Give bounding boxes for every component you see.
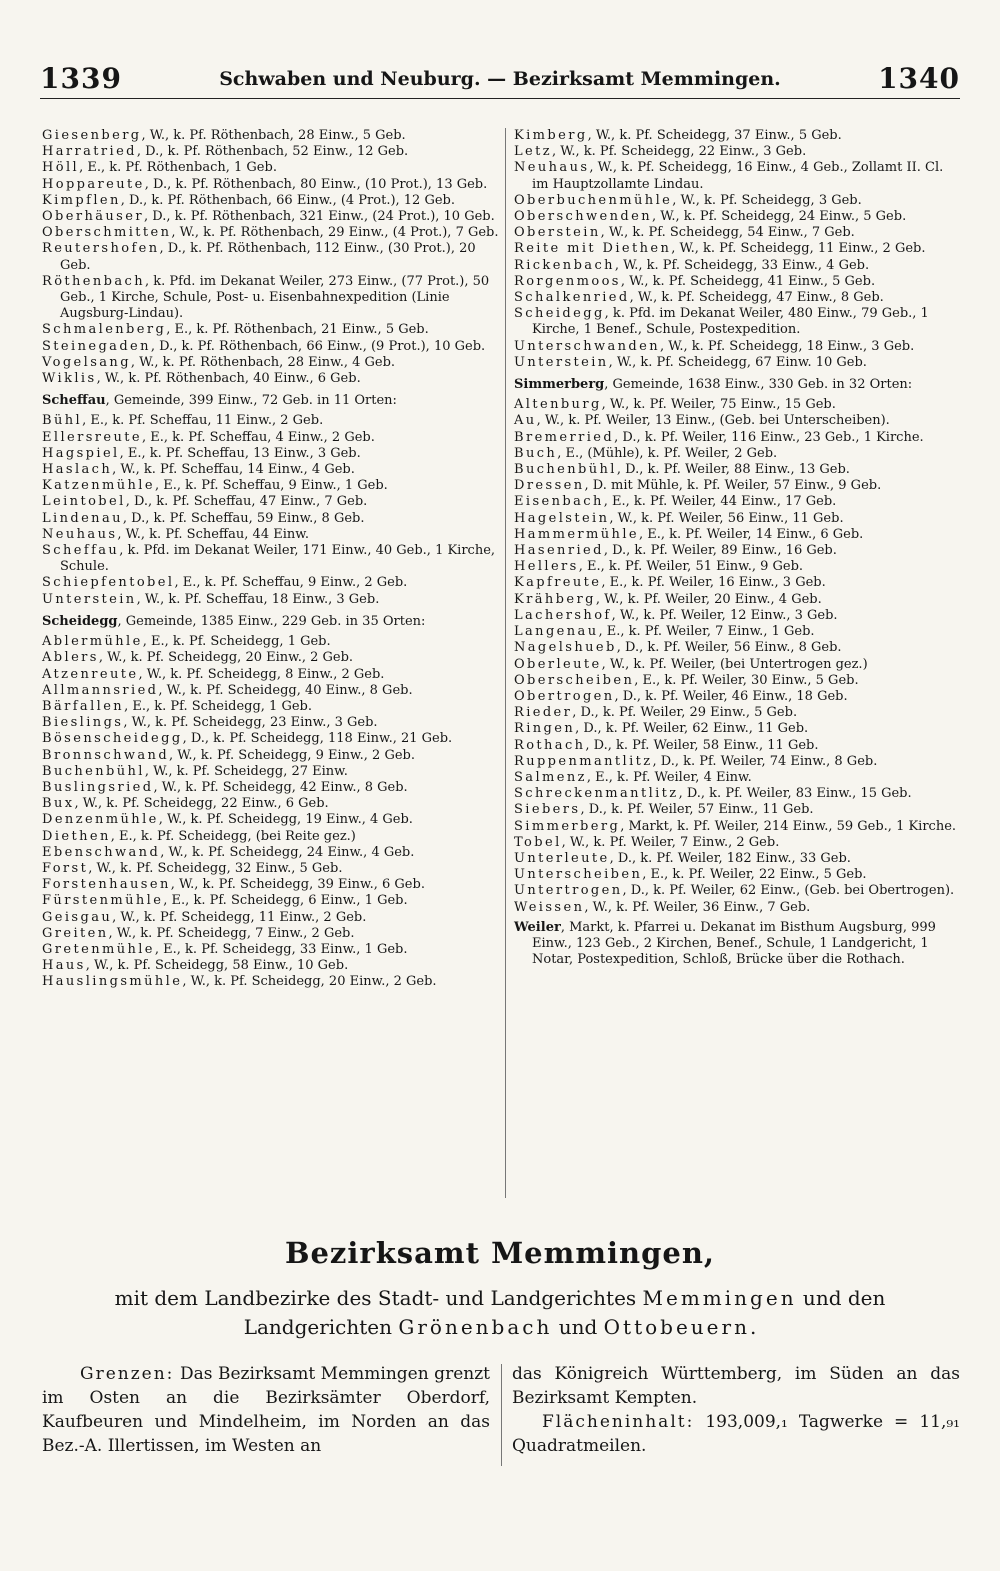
section-subtitle: mit dem Landbezirke des Stadt- und Landgerichtes Memmingen und den Landgerichten Grönenbach und Ottobeuern. — [114, 1286, 886, 1339]
place-entry — [42, 731, 502, 747]
place-name: Denzenmühle — [42, 812, 159, 828]
place-entry — [514, 446, 962, 462]
place-entry — [42, 942, 502, 958]
place-details: , E., k. Pf. Scheffau, 13 Einw., 3 Geb. — [119, 445, 361, 461]
intro-borders: Grenzen: Das Bezirksamt Memmingen grenzt im Osten an die Bezirksämter Oberdorf, Kaufbeuren und Mindelheim, im Norden an das Bez.-A. Illertissen, im Westen an — [42, 1364, 490, 1456]
place-name: Haus — [42, 958, 86, 974]
left-group-roethenbach — [42, 128, 502, 387]
place-entry — [514, 355, 962, 371]
place-entry — [514, 608, 962, 624]
place-details: , D., k. Pf. Weiler, 116 Einw., 23 Geb., 1 Kirche. — [614, 429, 924, 445]
place-details: , D., k. Pf. Weiler, 89 Einw., 16 Geb. — [603, 543, 837, 559]
place-name: Schalkenried — [514, 290, 630, 306]
place-entry — [514, 900, 962, 916]
place-details: , W., k. Pf. Scheidegg, 7 Einw., 2 Geb. — [108, 925, 355, 941]
place-details: , W., k. Pf. Weiler, (bei Untertrogen gez.) — [601, 656, 868, 672]
place-entry — [42, 371, 502, 387]
place-entry — [514, 430, 962, 446]
place-details: , W., k. Pf. Scheidegg, 41 Einw., 5 Geb. — [620, 273, 876, 289]
place-details: , W., k. Pf. Scheffau, 44 Einw. — [117, 526, 309, 542]
place-details: , E., (Mühle), k. Pf. Weiler, 2 Geb. — [557, 445, 778, 461]
place-entry — [42, 543, 502, 575]
place-details: , D., k. Pf. Röthenbach, 112 Einw., (30 Prot.), 20 Geb. — [60, 241, 476, 273]
place-name: Ellersreute — [42, 429, 142, 445]
place-name: Giesenberg — [42, 128, 142, 143]
place-details: , D., k. Pf. Scheffau, 59 Einw., 8 Geb. — [122, 510, 365, 526]
place-details: , E., k. Pf. Scheidegg, (bei Reite gez.) — [110, 828, 356, 844]
place-entry — [514, 209, 962, 225]
left-group-scheidegg — [42, 634, 502, 990]
left-column — [42, 128, 502, 991]
place-name: Geisgau — [42, 909, 113, 925]
place-details: , W., k. Pf. Scheidegg, 11 Einw., 2 Geb. — [112, 909, 367, 925]
place-details: , W., k. Pf. Scheidegg, 20 Einw., 2 Geb. — [98, 650, 354, 666]
place-details: , E., k. Pf. Weiler, 30 Einw., 5 Geb. — [634, 672, 859, 688]
place-name: Buslingsried — [42, 779, 154, 795]
place-details: , W., k. Pf. Scheidegg, 18 Einw., 3 Geb. — [660, 338, 915, 354]
place-details: , E., k. Pf. Scheidegg, 1 Geb. — [124, 698, 312, 714]
place-name: Dressen — [514, 478, 585, 494]
place-entry — [514, 802, 962, 818]
place-name: Siebers — [514, 802, 581, 818]
place-name: Bremerried — [514, 429, 615, 445]
place-name: Eisenbach — [514, 494, 604, 510]
place-entry — [42, 877, 502, 893]
place-entry — [42, 812, 502, 828]
place-details: , E., k. Pf. Weiler, 51 Einw., 9 Geb. — [578, 559, 804, 575]
place-name: Neuhaus — [42, 526, 118, 542]
place-entry — [514, 640, 962, 656]
place-name: Obertrogen — [514, 688, 615, 704]
intro-borders-continued: das Königreich Württemberg, im Süden an das Bezirksamt Kempten. Flächeninhalt: 193,009,₁ Tagwerke = 11,₉₁ Quadratmeilen. — [512, 1364, 960, 1456]
place-name: Greiten — [42, 925, 109, 941]
place-entry — [514, 592, 962, 608]
place-name: Oberscheiben — [514, 672, 635, 688]
place-name: Röthenbach — [42, 273, 146, 289]
place-name: Buchenbühl — [514, 462, 617, 478]
place-name: Hagelstein — [514, 510, 610, 526]
place-entry — [42, 225, 502, 241]
place-entry — [514, 306, 962, 338]
place-details: , W., k. Pf. Scheidegg, 23 Einw., 3 Geb. — [123, 715, 378, 731]
place-details: , D., k. Pf. Weiler, 83 Einw., 15 Geb. — [678, 786, 912, 802]
place-details: , k. Pfd. im Dekanat Weiler, 171 Einw., 40 Geb., 1 Kirche, Schule. — [60, 543, 496, 575]
place-details: , W., k. Pf. Röthenbach, 29 Einw., (4 Prot.), 7 Geb. — [171, 225, 499, 241]
place-details: , D., k. Pf. Röthenbach, 66 Einw., (9 Prot.), 10 Geb. — [150, 338, 486, 354]
place-entry — [42, 478, 502, 494]
place-name: Tobel — [514, 834, 562, 850]
place-entry — [514, 128, 962, 144]
place-details: , E., k. Pf. Scheffau, 4 Einw., 2 Geb. — [141, 429, 375, 445]
place-name: Unterstein — [42, 591, 137, 607]
place-details: , D., k. Pf. Röthenbach, 66 Einw., (4 Prot.), 12 Geb. — [120, 192, 455, 208]
right-group-scheidegg — [514, 128, 962, 371]
place-entry — [42, 494, 502, 510]
place-details: , D. mit Mühle, k. Pf. Weiler, 57 Einw., 9 Geb. — [584, 478, 882, 494]
place-name: Reite mit Diethen — [514, 241, 672, 257]
section-heading-scheidegg: Scheidegg, Gemeinde, 1385 Einw., 229 Geb. in 35 Orten: — [42, 613, 426, 629]
place-entry — [514, 225, 962, 241]
place-name: Leintobel — [42, 494, 126, 510]
place-name: Ringen — [514, 721, 576, 737]
place-entry — [514, 705, 962, 721]
place-name: Kimpflen — [42, 192, 121, 208]
place-name: Neuhaus — [514, 160, 590, 176]
place-details: , D., k. Pf. Röthenbach, 52 Einw., 12 Geb. — [136, 144, 409, 160]
place-name: Au — [514, 413, 537, 429]
place-name: Ebenschwand — [42, 844, 161, 860]
place-entry — [514, 624, 962, 640]
place-details: , D., k. Pf. Weiler, 29 Einw., 5 Geb. — [572, 705, 798, 721]
place-entry — [514, 575, 962, 591]
place-details: , W., k. Pf. Scheidegg, 11 Einw., 2 Geb. — [671, 241, 926, 257]
entry-weiler: Weiler, Markt, k. Pfarrei u. Dekanat im Bisthum Augsburg, 999 Einw., 123 Geb., 2 Kirchen, Benef., Schule, 1 Landgericht, 1 Notar, Postexpedition, Schloß, Brücke über die Rothach. — [514, 919, 936, 968]
place-entry — [42, 209, 502, 225]
place-entry — [42, 322, 502, 338]
place-entry — [514, 770, 962, 786]
place-entry — [514, 258, 962, 274]
place-entry — [514, 413, 962, 429]
place-details: , W., k. Pf. Scheffau, 18 Einw., 3 Geb. — [136, 591, 380, 607]
place-name: Bühl — [42, 413, 83, 429]
place-details: , E., k. Pf. Scheffau, 11 Einw., 2 Geb. — [82, 413, 324, 429]
place-name: Fürstenmühle — [42, 893, 164, 909]
right-group-simmerberg — [514, 397, 962, 916]
place-entry — [42, 829, 502, 845]
place-details: , k. Pfd. im Dekanat Weiler, 480 Einw., 79 Geb., 1 Kirche, 1 Benef., Schule, Postexpedition. — [532, 306, 929, 338]
place-entry — [42, 650, 502, 666]
place-name: Forstenhausen — [42, 877, 171, 893]
place-details: , W., k. Pf. Scheidegg, 47 Einw., 8 Geb. — [629, 290, 884, 306]
place-details: , W., k. Pf. Weiler, 7 Einw., 2 Geb. — [561, 834, 780, 850]
place-details: , E., k. Pf. Weiler, 16 Einw., 3 Geb. — [601, 575, 826, 591]
place-entry — [514, 274, 962, 290]
place-entry — [42, 958, 502, 974]
place-details: , E., k. Pf. Röthenbach, 1 Geb. — [79, 160, 277, 176]
place-entry — [42, 355, 502, 371]
place-details: , W., k. Pf. Weiler, 36 Einw., 7 Geb. — [584, 899, 811, 915]
place-entry — [42, 462, 502, 478]
place-details: , D., k. Pf. Scheidegg, 118 Einw., 21 Geb. — [182, 731, 453, 747]
place-details: , W., k. Pf. Röthenbach, 28 Einw., 4 Geb. — [130, 354, 396, 370]
place-entry — [42, 193, 502, 209]
place-entry — [42, 177, 502, 193]
place-details: , W., k. Pf. Scheidegg, 39 Einw., 6 Geb. — [170, 877, 425, 893]
place-details: , D., k. Pf. Weiler, 88 Einw., 13 Geb. — [616, 462, 850, 478]
place-details: , E., k. Pf. Weiler, 14 Einw., 6 Geb. — [638, 526, 864, 542]
place-entry — [514, 851, 962, 867]
place-details: , D., k. Pf. Weiler, 57 Einw., 11 Geb. — [580, 802, 814, 818]
place-details: , W., k. Pf. Röthenbach, 28 Einw., 5 Geb. — [141, 128, 406, 143]
place-name: Hasenried — [514, 543, 604, 559]
place-name: Hammermühle — [514, 526, 639, 542]
place-entry — [42, 974, 502, 990]
place-details: , E., k. Pf. Röthenbach, 21 Einw., 5 Geb. — [166, 322, 429, 338]
page-number-left: 1339 — [40, 62, 122, 95]
place-entry — [42, 413, 502, 429]
left-group-scheffau — [42, 413, 502, 607]
place-details: , D., k. Pf. Scheffau, 47 Einw., 7 Geb. — [125, 494, 368, 510]
place-name: Oberbuchenmühle — [514, 192, 673, 208]
running-title: Schwaben und Neuburg. — Bezirksamt Memmingen. — [219, 68, 781, 90]
place-details: , E., k. Pf. Scheffau, 9 Einw., 2 Geb. — [174, 575, 408, 591]
place-entry — [514, 397, 962, 413]
place-name: Forst — [42, 860, 89, 876]
place-entry — [514, 867, 962, 883]
place-details: , E., k. Pf. Scheidegg, 6 Einw., 1 Geb. — [163, 893, 408, 909]
place-name: Oberstein — [514, 225, 601, 241]
place-name: Ablers — [42, 650, 99, 666]
place-name: Ablermühle — [42, 634, 143, 650]
place-entry — [42, 160, 502, 176]
place-name: Letz — [514, 144, 552, 160]
place-entry — [42, 144, 502, 160]
place-name: Unterstein — [514, 354, 609, 370]
place-entry — [514, 144, 962, 160]
place-name: Schmalenberg — [42, 322, 167, 338]
place-name: Bösenscheidegg — [42, 731, 183, 747]
place-entry — [514, 673, 962, 689]
place-details: , W., k. Pf. Scheidegg, 8 Einw., 2 Geb. — [138, 666, 385, 682]
place-name: Vogelsang — [42, 354, 131, 370]
place-name: Reutershofen — [42, 241, 160, 257]
place-entry — [42, 339, 502, 355]
place-name: Rothach — [514, 737, 586, 753]
place-name: Oberschmitten — [42, 225, 172, 241]
section-heading-scheffau: Scheffau, Gemeinde, 399 Einw., 72 Geb. in 11 Orten: — [42, 393, 397, 409]
place-entry — [42, 683, 502, 699]
place-details: , D., k. Pf. Weiler, 56 Einw., 8 Geb. — [616, 640, 842, 656]
place-entry — [42, 910, 502, 926]
place-name: Unterscheiben — [514, 867, 643, 883]
place-details: , W., k. Pf. Röthenbach, 40 Einw., 6 Geb. — [96, 371, 361, 387]
place-details: , D., k. Pf. Weiler, 58 Einw., 11 Geb. — [585, 737, 819, 753]
place-details: , W., k. Pf. Scheidegg, 22 Einw., 3 Geb. — [552, 144, 807, 160]
place-name: Katzenmühle — [42, 478, 155, 494]
place-details: , W., k. Pf. Weiler, 20 Einw., 4 Geb. — [595, 591, 822, 607]
place-details: , W., k. Pf. Scheidegg, 19 Einw., 4 Geb. — [158, 812, 413, 828]
running-head — [40, 58, 960, 99]
place-entry — [42, 446, 502, 462]
place-name: Schreckenmantlitz — [514, 786, 679, 802]
place-entry — [42, 274, 502, 323]
place-details: , D., k. Pf. Weiler, 182 Einw., 33 Geb. — [609, 850, 851, 866]
place-entry — [42, 861, 502, 877]
place-entry — [514, 241, 962, 257]
place-entry — [514, 786, 962, 802]
place-name: Allmannsried — [42, 682, 159, 698]
place-name: Bronnschwand — [42, 747, 170, 763]
place-name: Harratried — [42, 144, 137, 160]
place-name: Kapfreute — [514, 575, 602, 591]
place-entry — [514, 290, 962, 306]
place-entry — [42, 796, 502, 812]
place-entry — [514, 543, 962, 559]
place-name: Untertrogen — [514, 883, 623, 899]
place-entry — [514, 462, 962, 478]
place-details: , E., k. Pf. Weiler, 22 Einw., 5 Geb. — [642, 867, 867, 883]
place-details: , W., k. Pf. Scheidegg, 20 Einw., 2 Geb. — [182, 974, 437, 990]
place-details: , W., k. Pf. Scheidegg, 22 Einw., 6 Geb. — [74, 796, 329, 812]
place-details: , E., k. Pf. Scheffau, 9 Einw., 1 Geb. — [154, 478, 388, 494]
place-name: Altenburg — [514, 397, 602, 413]
place-entry — [42, 926, 502, 942]
place-entry — [42, 667, 502, 683]
place-name: Hagspiel — [42, 445, 120, 461]
place-entry — [514, 339, 962, 355]
place-details: , W., k. Pf. Scheidegg, 32 Einw., 5 Geb. — [88, 860, 343, 876]
place-name: Bärfallen — [42, 698, 125, 714]
place-details: , W., k. Pf. Weiler, 75 Einw., 15 Geb. — [601, 397, 836, 413]
page-number-right: 1340 — [878, 62, 960, 95]
section-title: Bezirksamt Memmingen, — [284, 1236, 716, 1270]
place-name: Oberhäuser — [42, 209, 144, 225]
place-entry — [42, 430, 502, 446]
place-details: , E., k. Pf. Weiler, 4 Einw. — [586, 769, 752, 785]
place-name: Buch — [514, 445, 558, 461]
place-name: Hellers — [514, 559, 579, 575]
place-details: , D., k. Pf. Weiler, 46 Einw., 18 Geb. — [614, 688, 848, 704]
place-name: Weissen — [514, 899, 585, 915]
place-name: Haslach — [42, 462, 113, 478]
place-entry — [514, 657, 962, 673]
place-name: Rorgenmoos — [514, 273, 621, 289]
place-entry — [42, 634, 502, 650]
place-entry — [42, 592, 502, 608]
place-entry — [42, 715, 502, 731]
place-details: , W., k. Pf. Scheidegg, 40 Einw., 8 Geb. — [158, 682, 413, 698]
place-details: , E., k. Pf. Scheidegg, 1 Geb. — [142, 634, 331, 650]
place-entry — [514, 511, 962, 527]
place-details: , W., k. Pf. Scheidegg, 37 Einw., 5 Geb. — [587, 128, 842, 143]
place-details: , W., k. Pf. Scheidegg, 9 Einw., 2 Geb. — [169, 747, 415, 763]
place-entry — [42, 893, 502, 909]
place-details: , W., k. Pf. Scheidegg, 27 Einw. — [144, 763, 348, 779]
place-entry — [42, 527, 502, 543]
place-name: Bux — [42, 796, 75, 812]
place-name: Scheffau — [42, 543, 120, 559]
place-name: Oberschwenden — [514, 209, 652, 225]
place-entry — [42, 845, 502, 861]
place-name: Unterschwanden — [514, 338, 661, 354]
place-entry — [514, 819, 962, 835]
place-name: Buchenbühl — [42, 763, 145, 779]
place-entry — [514, 527, 962, 543]
place-name: Salmenz — [514, 769, 587, 785]
place-name: Bieslings — [42, 715, 124, 731]
place-entry — [514, 494, 962, 510]
place-name: Unterleute — [514, 850, 610, 866]
section-heading-simmerberg: Simmerberg, Gemeinde, 1638 Einw., 330 Geb. in 32 Orten: — [514, 377, 913, 393]
place-name: Lindenau — [42, 510, 123, 526]
place-name: Ruppenmantlitz — [514, 753, 653, 769]
place-details: , W., k. Pf. Weiler, 12 Einw., 3 Geb. — [611, 607, 838, 623]
place-entry — [42, 748, 502, 764]
place-name: Hoppareute — [42, 176, 145, 192]
place-details: , W., k. Pf. Scheidegg, 16 Einw., 4 Geb., Zollamt II. Cl. im Hauptzollamte Lindau. — [532, 160, 944, 192]
place-details: , E., k. Pf. Weiler, 7 Einw., 1 Geb. — [598, 624, 815, 640]
place-name: Lachershof — [514, 607, 612, 623]
place-entry — [514, 835, 962, 851]
place-name: Steinegaden — [42, 338, 151, 354]
place-details: , k. Pfd. im Dekanat Weiler, 273 Einw., (77 Prot.), 50 Geb., 1 Kirche, Schule, Post- u. Eisenbahnexpedition (Linie Augsburg-Lindau). — [60, 273, 490, 322]
area-line: Flächeninhalt: 193,009,₁ Tagwerke = 11,₉₁ Quadratmeilen. — [512, 1412, 960, 1456]
place-name: Höll — [42, 160, 80, 176]
place-entry — [514, 559, 962, 575]
place-details: , W., k. Pf. Scheidegg, 3 Geb. — [672, 192, 862, 208]
place-entry — [514, 689, 962, 705]
place-details: , D., k. Pf. Weiler, 62 Einw., 11 Geb. — [575, 721, 809, 737]
place-details: , D., k. Pf. Röthenbach, 321 Einw., (24 Prot.), 10 Geb. — [143, 209, 495, 225]
place-details: , D., k. Pf. Röthenbach, 80 Einw., (10 Prot.), 13 Geb. — [144, 176, 488, 192]
place-details: , W., k. Pf. Scheidegg, 24 Einw., 4 Geb. — [160, 844, 415, 860]
place-name: Simmerberg — [514, 818, 621, 834]
place-details: , D., k. Pf. Weiler, 62 Einw., (Geb. bei Obertrogen). — [622, 883, 955, 899]
intro-divider — [501, 1364, 502, 1466]
place-entry — [514, 193, 962, 209]
place-entry — [42, 699, 502, 715]
place-name: Hauslingsmühle — [42, 974, 183, 990]
place-name: Langenau — [514, 624, 599, 640]
place-name: Nagelshueb — [514, 640, 617, 656]
place-details: , Markt, k. Pf. Weiler, 214 Einw., 59 Geb., 1 Kirche. — [620, 818, 957, 834]
place-entry — [42, 780, 502, 796]
place-entry — [514, 160, 962, 192]
place-name: Krähberg — [514, 591, 596, 607]
place-name: Gretenmühle — [42, 941, 155, 957]
place-entry — [42, 764, 502, 780]
place-details: , W., k. Pf. Scheidegg, 67 Einw. 10 Geb. — [608, 354, 867, 370]
place-details: , E., k. Pf. Scheidegg, 33 Einw., 1 Geb. — [154, 941, 408, 957]
place-entry — [42, 575, 502, 591]
place-name: Schiepfentobel — [42, 575, 175, 591]
place-details: , W., k. Pf. Scheidegg, 54 Einw., 7 Geb. — [600, 225, 855, 241]
place-entry — [514, 478, 962, 494]
place-details: , W., k. Pf. Scheffau, 14 Einw., 4 Geb. — [112, 462, 355, 478]
place-name: Atzenreute — [42, 666, 139, 682]
place-details: , W., k. Pf. Scheidegg, 24 Einw., 5 Geb. — [652, 209, 907, 225]
place-entry — [42, 128, 502, 144]
place-name: Rieder — [514, 705, 573, 721]
right-column — [514, 128, 962, 968]
place-details: , E., k. Pf. Weiler, 44 Einw., 17 Geb. — [603, 494, 837, 510]
place-name: Diethen — [42, 828, 111, 844]
place-entry — [514, 721, 962, 737]
place-entry — [42, 511, 502, 527]
column-divider — [505, 128, 506, 1198]
place-name: Wiklis — [42, 371, 97, 387]
place-entry — [514, 738, 962, 754]
place-details: , W., k. Pf. Scheidegg, 42 Einw., 8 Geb. — [153, 779, 408, 795]
place-details: , W., k. Pf. Scheidegg, 58 Einw., 10 Geb. — [85, 958, 349, 974]
place-name: Scheidegg — [514, 306, 605, 322]
place-name: Rickenbach — [514, 257, 615, 273]
place-entry — [514, 883, 962, 899]
place-entry — [514, 754, 962, 770]
place-entry — [42, 241, 502, 273]
place-details: , W., k. Pf. Scheidegg, 33 Einw., 4 Geb. — [614, 257, 870, 273]
place-name: Kimberg — [514, 128, 588, 143]
place-details: , W., k. Pf. Weiler, 13 Einw., (Geb. bei Unterscheiben). — [536, 413, 890, 429]
place-name: Oberleute — [514, 656, 602, 672]
place-details: , D., k. Pf. Weiler, 74 Einw., 8 Geb. — [652, 753, 878, 769]
place-details: , W., k. Pf. Weiler, 56 Einw., 11 Geb. — [609, 510, 844, 526]
